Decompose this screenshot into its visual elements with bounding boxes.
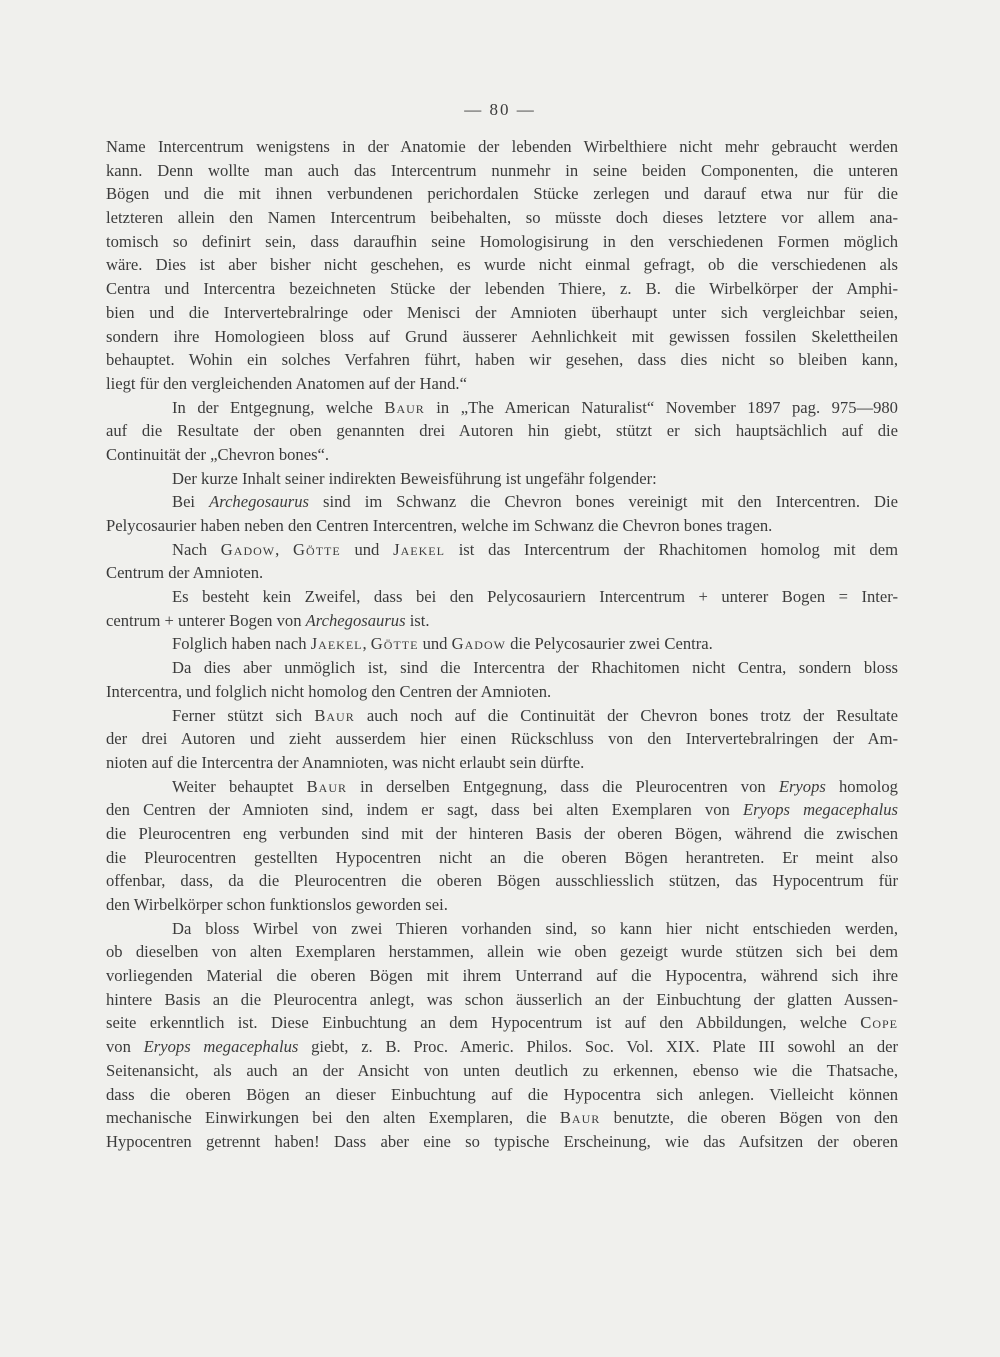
text-line: nioten auf die Intercentra der Anamnioten, was nicht erlaubt sein dürfte. — [106, 752, 585, 772]
text-line: die Pleurocentren gestellten Hypocentren nicht an die oberen Bögen herantreten. Er meint also — [106, 847, 898, 867]
taxon-name: Archegosaurus — [305, 610, 406, 630]
author-name: Baur — [306, 776, 347, 796]
text-line: Centrum der Amnioten. — [106, 563, 264, 583]
text-line: Bögen und die mit ihnen verbundenen perichordalen Stücke zerlegen und darauf etwa nur für die — [106, 184, 898, 204]
text-run: und — [418, 634, 452, 654]
text-line: wäre. Dies ist aber bisher nicht geschehen, es wurde nicht einmal gefragt, ob die verschiedenen als — [106, 255, 898, 275]
text-run: benutzte, die oberen Bögen von den — [600, 1108, 898, 1128]
author-name: Baur — [559, 1108, 601, 1128]
text-run: Weiter behauptet — [172, 776, 307, 796]
text-line: Pelycosaurier haben neben den Centren Intercentren, welche im Schwanz die Chevron bones tragen. — [106, 516, 773, 535]
text-run: von — [106, 1037, 144, 1057]
text-run: ist das Intercentrum der Rhachitomen homolog mit dem — [444, 539, 899, 559]
text-line: Seitenansicht, als auch an der Ansicht von unten deutlich zu erkennen, ebenso wie die Thatsache, — [106, 1060, 898, 1080]
taxon-name: Archegosaurus — [209, 492, 309, 512]
text-line: Da bloss Wirbel von zwei Thieren vorhanden sind, so kann hier nicht entschieden werden, — [172, 918, 898, 938]
text-run: giebt, z. B. Proc. Americ. Philos. Soc. Vol. XIX. Plate III sowohl an der — [298, 1037, 899, 1057]
author-name: Cope — [860, 1013, 898, 1033]
text-line: Hypocentren getrennt haben! Dass aber eine so typische Erscheinung, wie das Aufsitzen der oberen — [106, 1131, 898, 1151]
text-run: centrum + unterer Bogen von — [106, 610, 306, 630]
text-line: hintere Basis an die Pleurocentra anlegt, was schon äusserlich an der Einbuchtung der glatten Aussen- — [106, 989, 898, 1009]
author-name: Götte — [293, 539, 341, 559]
text-line: der drei Autoren und zieht ausserdem hier einen Rückschluss von den Intervertebralringen der Am- — [106, 729, 898, 749]
text-run: den Centren der Amnioten sind, indem er sagt, dass bei alten Exemplaren von — [106, 800, 743, 820]
text-line: den Wirbelkörper schon funktionslos geworden sei. — [106, 895, 448, 914]
text-line: Name Intercentrum wenigstens in der Anatomie der lebenden Wirbelthiere nicht mehr gebraucht werden — [106, 137, 898, 156]
text-line: dass die oberen Bögen an dieser Einbuchtung auf die Hypocentra sich anlegen. Vielleicht können — [106, 1084, 898, 1104]
text-line — [106, 798, 898, 822]
text-line: Es besteht kein Zweifel, dass bei den Pelycosauriern Intercentrum + unterer Bogen = Inter- — [172, 587, 898, 607]
text-run: mechanische Einwirkungen bei den alten Exemplaren, die — [106, 1108, 560, 1128]
text-line: kann. Denn wollte man auch das Intercentrum nunmehr in seine beiden Componenten, die unteren — [106, 160, 898, 180]
taxon-name: Eryops — [778, 776, 826, 796]
text-line: liegt für den vergleichenden Anatomen auf der Hand.“ — [106, 373, 467, 393]
text-run: homolog — [825, 776, 898, 796]
text-line: Centra und Intercentra bezeichneten Stücke der lebenden Thiere, z. B. die Wirbelkörper der Amphi- — [106, 279, 898, 299]
text-run: ist. — [405, 610, 430, 630]
taxon-name: Eryops megacephalus — [742, 800, 898, 820]
text-line: Der kurze Inhalt seiner indirekten Beweisführung ist ungefähr folgender: — [172, 468, 657, 488]
text-line: Intercentra, und folglich nicht homolog den Centren der Amnioten. — [106, 681, 552, 701]
text-line — [106, 1011, 898, 1035]
text-run: und — [340, 539, 394, 559]
author-name: Gadow — [220, 539, 276, 559]
text-run: , — [275, 539, 294, 559]
author-name: Baur — [314, 705, 355, 725]
author-name: Götte — [370, 634, 419, 654]
text-line: letzteren allein den Namen Intercentrum beibehalten, so müsste doch dieses letztere vor allem ana- — [106, 208, 898, 228]
text-line: Da dies aber unmöglich ist, sind die Intercentra der Rhachitomen nicht Centra, sondern bloss — [172, 658, 898, 678]
text-run: auch noch auf die Continuität der Chevron bones trotz der Resultate — [354, 705, 898, 725]
taxon-name: Eryops megacephalus — [143, 1037, 299, 1057]
text-line: bien und die Intervertebralringe oder Menisci der Amnioten überhaupt unter sich vergleichbar seien, — [106, 302, 898, 322]
author-name: Jaekel — [310, 634, 363, 654]
text-line — [106, 396, 898, 420]
text-line — [106, 1035, 898, 1059]
author-name: Baur — [384, 397, 425, 417]
text-run: in „The American Naturalist“ November 1897 pag. 975—980 — [424, 397, 898, 417]
text-line — [106, 704, 898, 728]
text-line — [106, 490, 898, 514]
text-run: Ferner stützt sich — [172, 705, 315, 725]
text-line: ob dieselben von alten Exemplaren herstammen, allein wie oben gezeigt wurde stützen sich bei dem — [106, 942, 898, 962]
text-line — [106, 632, 898, 656]
text-run: seite erkenntlich ist. Diese Einbuchtung an dem Hypocentrum ist auf den Abbildungen, welche — [106, 1013, 861, 1033]
text-line: auf die Resultate der oben genannten drei Autoren hin giebt, stützt er sich hauptsächlich auf die — [106, 421, 898, 441]
author-name: Jaekel — [393, 539, 445, 559]
text-line — [106, 775, 898, 799]
text-line: tomisch so definirt sein, dass daraufhin seine Homologisirung in den verschiedenen Formen möglich — [106, 231, 898, 251]
text-run: Bei — [172, 492, 210, 512]
text-line: offenbar, dass, da die Pleurocentren die oberen Bögen ausschliesslich stützen, das Hypocentrum für — [106, 871, 898, 891]
text-line — [106, 1106, 898, 1130]
body-text — [106, 135, 898, 1154]
text-run: , — [362, 634, 371, 654]
text-line: sondern ihre Homologieen bloss auf Grund äusserer Aehnlichkeit mit gewissen fossilen Skelettheilen — [106, 326, 898, 346]
text-run: sind im Schwanz die Chevron bones vereinigt mit den Intercentren. Die — [308, 492, 898, 512]
text-run: Folglich haben nach — [172, 634, 311, 654]
text-line — [106, 609, 898, 633]
text-run: Nach — [172, 539, 221, 559]
author-name: Gadow — [451, 634, 506, 654]
text-line: Continuität der „Chevron bones“. — [106, 444, 330, 464]
text-run: die Pelycosaurier zwei Centra. — [505, 634, 713, 654]
text-run: In der Entgegnung, welche — [172, 397, 385, 417]
text-line: vorliegenden Material die oberen Bögen mit ihrem Unterrand auf die Hypocentra, während sich ihre — [106, 966, 898, 986]
page-number: — 80 — — [464, 100, 536, 119]
text-line: die Pleurocentren eng verbunden sind mit der hinteren Basis der oberen Bögen, während die zwischen — [106, 823, 898, 843]
text-line: behauptet. Wohin ein solches Verfahren führt, haben wir gesehen, dass dies nicht so bleiben kann, — [106, 350, 898, 370]
text-line — [106, 538, 898, 562]
text-run: in derselben Entgegnung, dass die Pleurocentren von — [347, 776, 779, 796]
